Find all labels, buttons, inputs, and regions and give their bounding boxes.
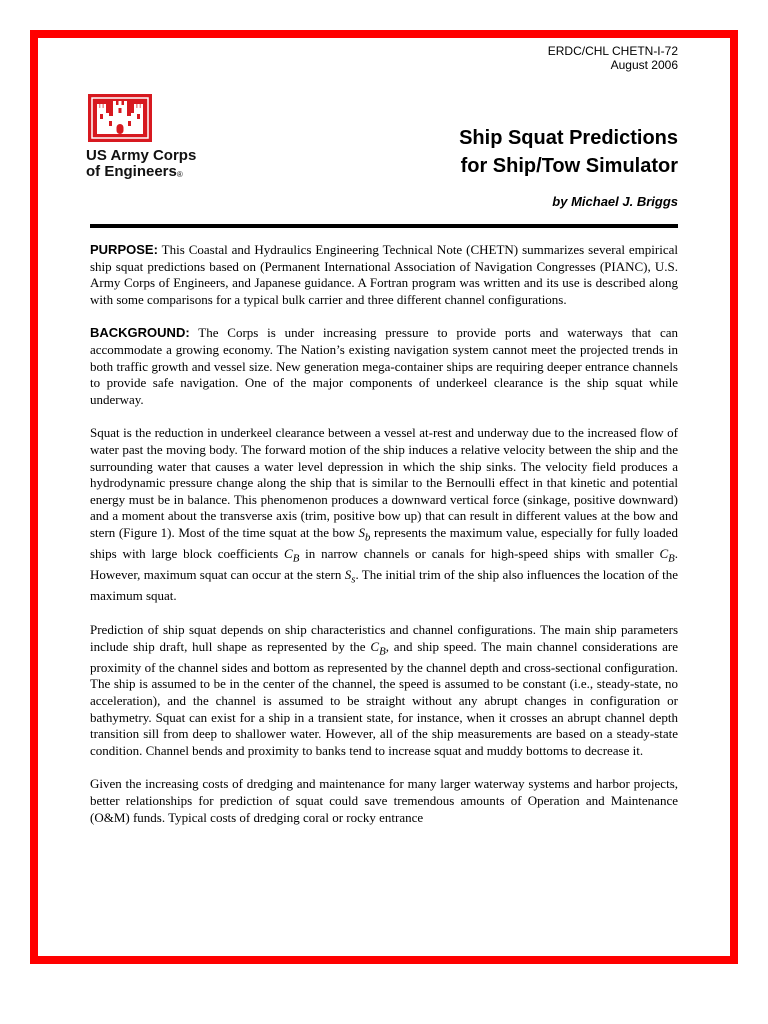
subscript-b-upper-2: B	[668, 552, 675, 565]
squat-paragraph	[90, 425, 678, 605]
background-paragraph	[90, 325, 678, 408]
purpose-text: This Coastal and Hydraulics Engineering Technical Note (CHETN) summarizes several empirical ship squat predictions based on (Permanent International Association of Navigation Congresses (PIANC), U.S. Army Corps of Engineers, and Japanese guidance. A Fortran program was written and its use is described along with some comparisons for a typical bulk carrier and three different channel configurations.	[90, 242, 678, 307]
organization-name	[86, 148, 196, 183]
squat-text-4: . However, maximum squat can occur at the stern	[90, 546, 678, 583]
costs-paragraph	[90, 776, 678, 826]
document-title	[459, 124, 678, 180]
author-byline: by Michael J. Briggs	[552, 194, 678, 209]
document-id	[548, 44, 678, 72]
squat-text-3: in narrow channels or canals for high-speed ships with smaller	[305, 546, 654, 562]
prediction-paragraph	[90, 622, 678, 759]
title-line-1: Ship Squat Predictions	[459, 127, 678, 149]
squat-text-5: . The initial trim of the ship also influences the location of the maximum squat.	[90, 567, 679, 604]
doc-number: ERDC/CHL CHETN-I-72	[547, 44, 678, 58]
prediction-text-1: Prediction of ship squat depends on ship characteristics and channel configurations. The main ship parameters include ship draft, hull shape as represented by the	[90, 622, 678, 654]
squat-text-1: Squat is the reduction in underkeel clearance between a vessel at-rest and underway due to the increased flow of water past the moving body. The forward motion of the ship induces a relative velocity between the ship and the surrounding water that causes a water level depression in which the ship sinks. The velocity field produces a hydrodynamic pressure change along the ship that is similar to the Bernoulli effect in that kinetic and potential energy must be in balance. This phenomenon produces a downward vertical force (sinkage, positive downward) and a moment about the transverse axis (trim, positive bow up) that can result in different values at the bow and stern (Figure 1). Most of the time squat at the bow	[90, 425, 678, 540]
symbol-c-3: C	[370, 638, 380, 654]
registered-mark: ®	[176, 170, 183, 179]
subscript-s: s	[351, 573, 356, 586]
org-line-1: US Army Corps	[86, 147, 197, 164]
costs-text: Given the increasing costs of dredging and maintenance for many larger waterway systems and harbor projects, better relationships for prediction of squat could save tremendous amounts of Operation and Maintenance (O&M) funds. Typical costs of dredging coral or rocky entrance	[90, 776, 678, 825]
background-text: The Corps is under increasing pressure to provide ports and waterways that can accommodate a growing economy. The Nation’s existing navigation system cannot meet the projected trends in both traffic growth and vessel size. New generation mega-container ships are requiring deeper entrance channels to provide safe navigation. One of the major components of underkeel clearance is the ship squat while underway.	[90, 325, 678, 407]
document-body	[90, 242, 678, 843]
prediction-text-2: , and ship speed. The main channel considerations are proximity of the channel sides and bottom as represented by the channel depth and cross-sectional configuration. The ship is assumed to be in the center of the channel, the speed is assumed to be constant (i.e., steady-state, no acceleration), and the channel is assumed to be straight without any abrupt changes in configuration or bathymetry. Squat can exist for a ship in a transient state, for instance, when it crosses an abrupt channel depth transition sill from deep to shallower water. However, all of the ship measurements are based on a steady-state condition. Channel bends and proximity to banks tend to increase squat and muddy bottoms to decrease it.	[90, 638, 679, 758]
symbol-s: S	[358, 524, 366, 540]
title-line-2: for Ship/Tow Simulator	[460, 155, 678, 177]
subscript-b: b	[365, 531, 371, 544]
symbol-ss	[344, 567, 356, 586]
symbol-s-2: S	[344, 567, 352, 583]
subscript-b-upper-3: B	[379, 645, 386, 658]
symbol-cb-3	[370, 638, 386, 658]
symbol-c: C	[284, 546, 293, 562]
purpose-paragraph	[90, 242, 678, 308]
subscript-b-upper: B	[292, 552, 300, 565]
squat-text-2: represents the maximum value, especially for fully loaded ships with large block coefficients	[90, 524, 679, 562]
org-line-2	[86, 164, 196, 183]
background-heading: BACKGROUND:	[90, 325, 190, 341]
org-line-2-text: of Engineers	[86, 163, 177, 180]
symbol-c-2: C	[659, 546, 669, 562]
symbol-cb	[284, 546, 300, 565]
title-divider	[90, 224, 678, 228]
castle-icon	[88, 94, 152, 142]
purpose-heading: PURPOSE:	[90, 242, 158, 257]
symbol-cb-2	[659, 546, 675, 565]
doc-date: August 2006	[610, 58, 678, 72]
symbol-sb	[358, 524, 371, 544]
